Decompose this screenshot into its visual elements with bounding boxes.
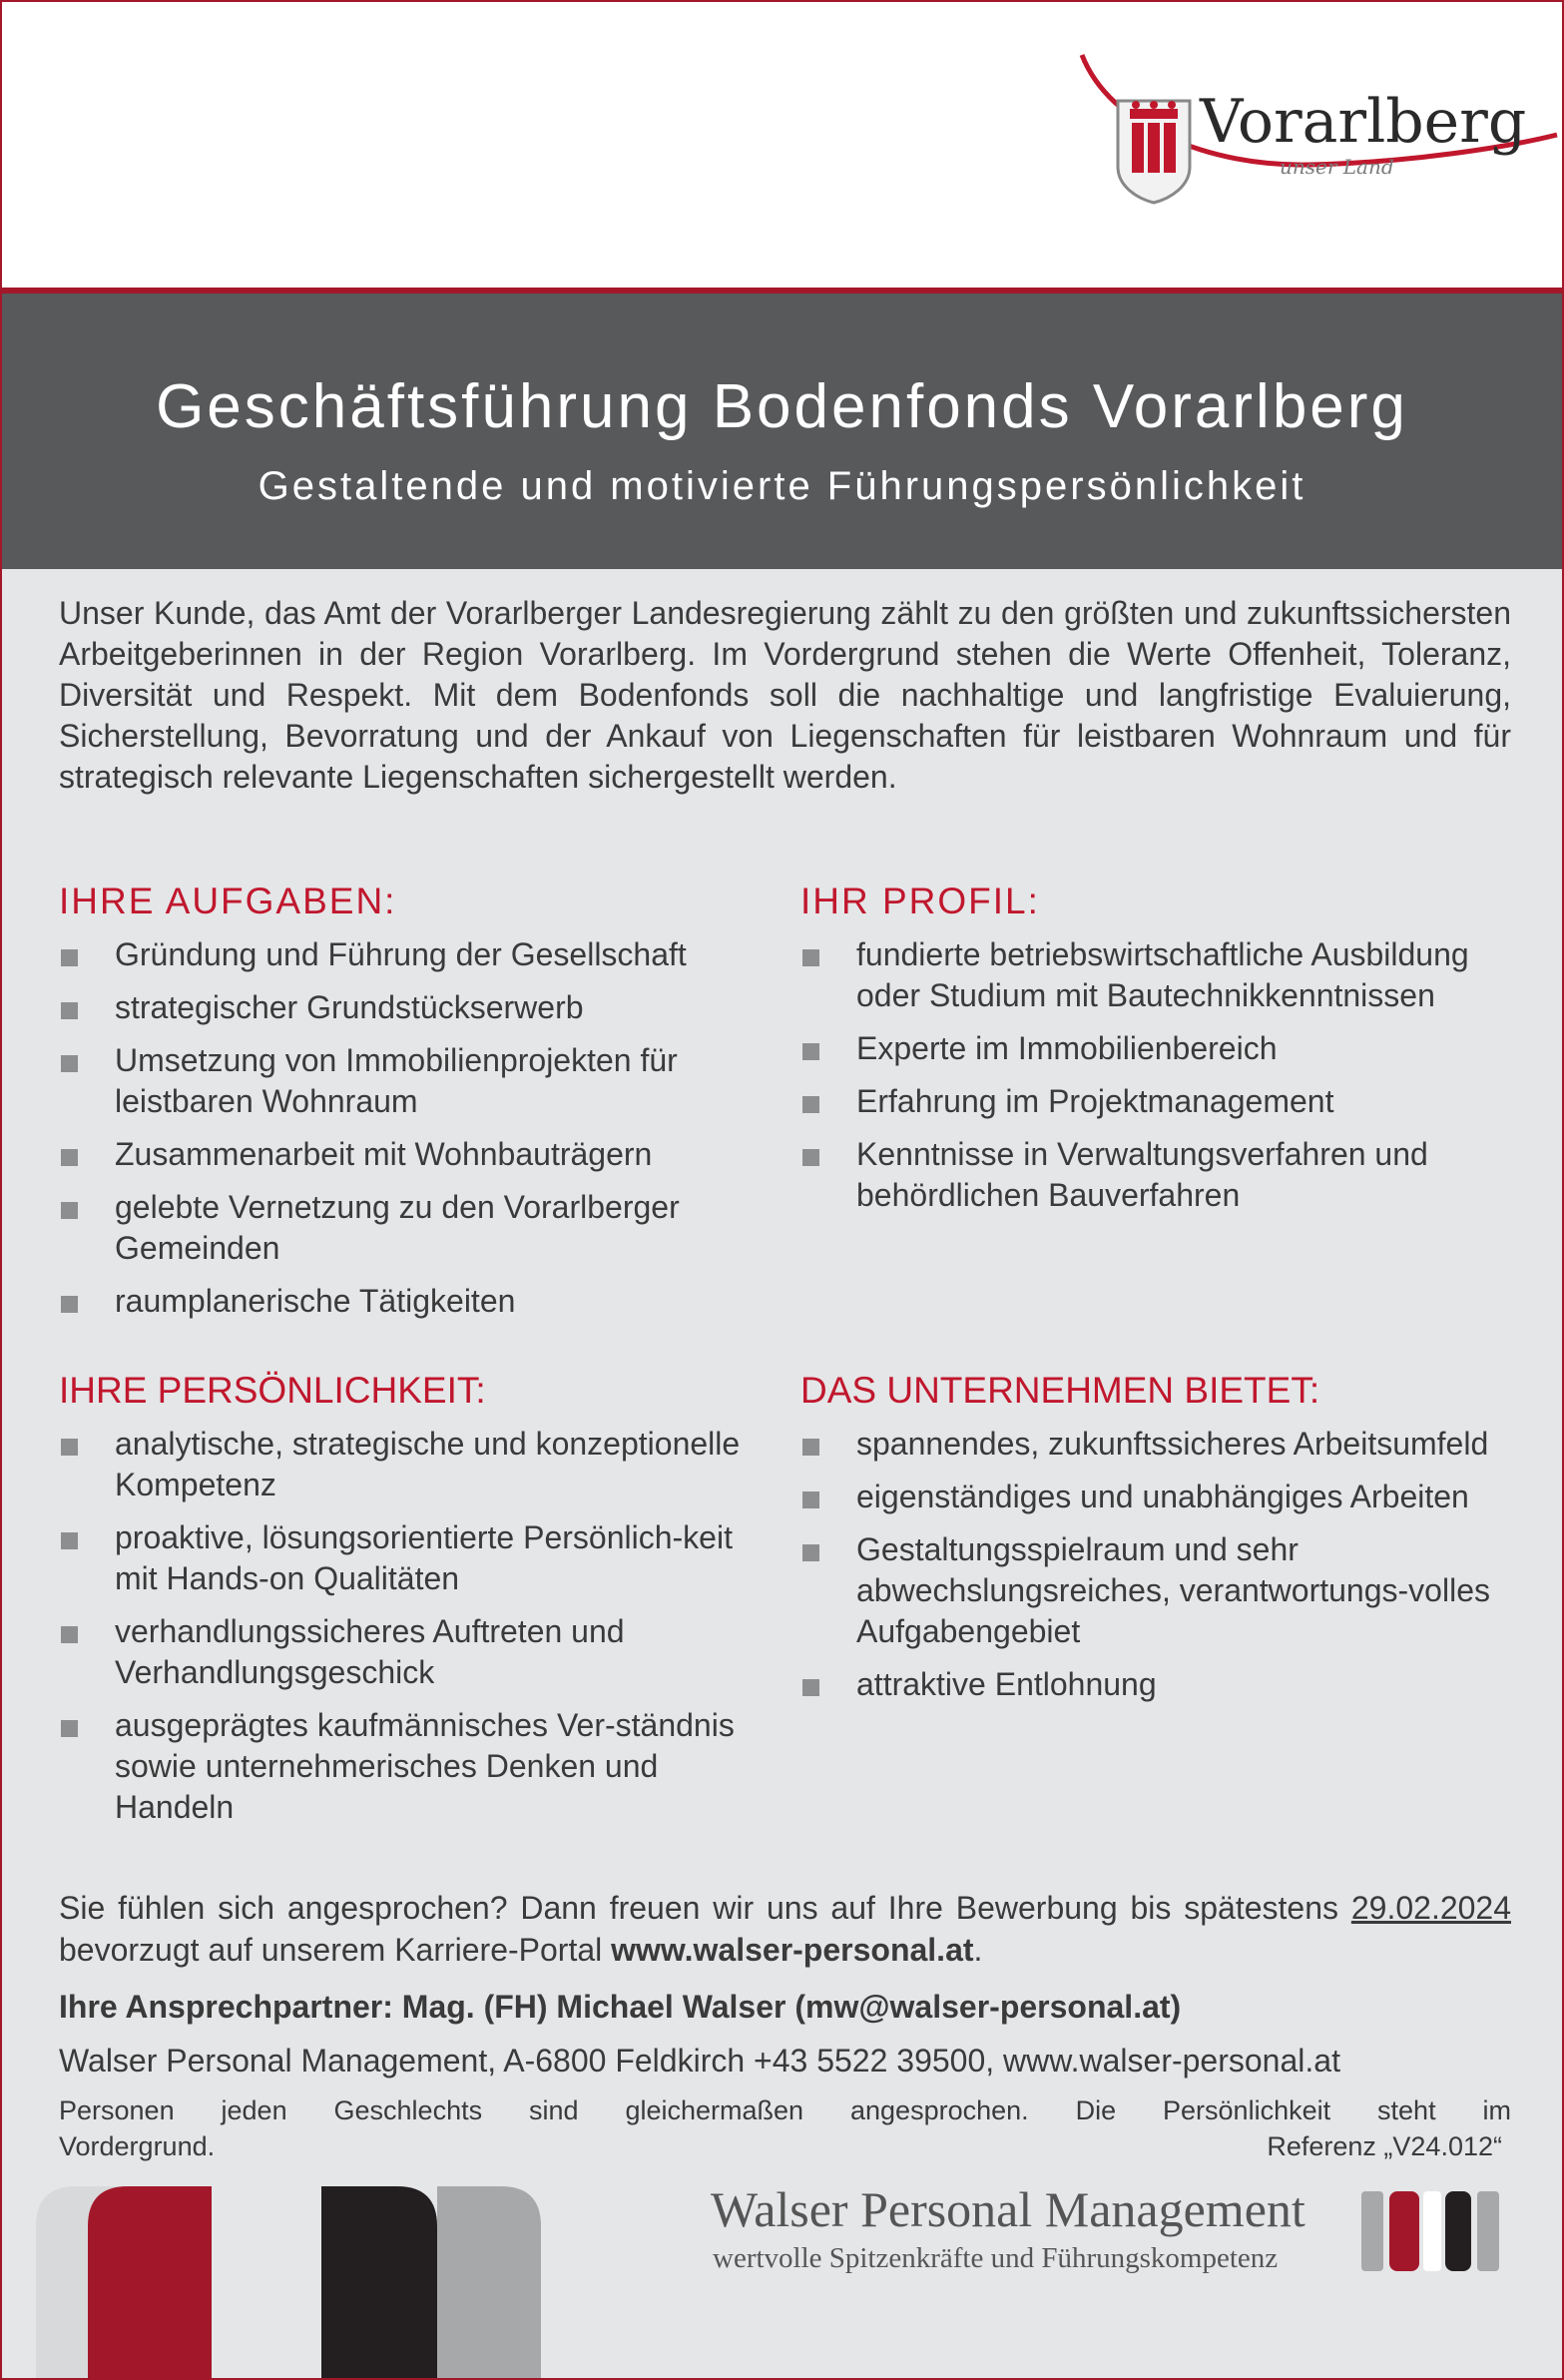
company-address: Walser Personal Management, A-6800 Feldkirch +43 5522 39500, www.walser-personal.at: [59, 2043, 1340, 2079]
bullet-square-icon: [61, 1202, 78, 1219]
bullet-square-icon: [61, 1439, 78, 1456]
bullet-square-icon: [61, 1626, 78, 1643]
bullet-square-icon: [802, 1096, 819, 1113]
application-call: [59, 1887, 1511, 1971]
bietet-list: [800, 1424, 1499, 1705]
logo-tagline: unser Land: [1280, 155, 1394, 179]
list-item: eigenständiges und unabhängiges Arbeiten: [800, 1477, 1499, 1517]
walser-logo-icon: [1361, 2186, 1501, 2276]
vorarlberg-logo: [1070, 47, 1559, 217]
equality-note: Personen jeden Geschlechts sind gleichermaßen angesprochen. Die Persönlichkeit steht im: [59, 2095, 1511, 2125]
cta-text: Sie fühlen sich angesprochen? Dann freuen wir uns auf Ihre Bewerbung bis spätestens: [59, 1890, 1338, 1926]
bullet-square-icon: [61, 1149, 78, 1166]
section-persoenlichkeit: [59, 1370, 758, 1840]
list-item: attraktive Entlohnung: [800, 1664, 1499, 1705]
contact-person: Ihre Ansprechpartner: Mag. (FH) Michael Walser (mw@walser-personal.at): [59, 1989, 1182, 2025]
list-item: Erfahrung im Projektmanagement: [800, 1081, 1499, 1122]
bullet-square-icon: [802, 1149, 819, 1166]
page-subtitle: Gestaltende und motivierte Führungspersönlichkeit: [258, 464, 1306, 508]
bullet-square-icon: [802, 1043, 819, 1060]
list-item: raumplanerische Tätigkeiten: [59, 1281, 758, 1322]
list-item: Kenntnisse in Verwaltungsverfahren und behördlichen Bauverfahren: [800, 1134, 1499, 1216]
section-aufgaben: [59, 881, 758, 1334]
bullet-square-icon: [61, 1296, 78, 1313]
list-item: ausgeprägtes kaufmännisches Ver-ständnis sowie unternehmerisches Denken und Handeln: [59, 1705, 758, 1828]
list-item: Umsetzung von Immobilienprojekten für leistbaren Wohnraum: [59, 1040, 758, 1122]
section-title-persoenlichkeit: IHRE PERSÖNLICHKEIT:: [59, 1370, 486, 1411]
list-item: fundierte betriebswirtschaftliche Ausbildung oder Studium mit Bautechnikkenntnissen: [800, 934, 1499, 1016]
equality-note-end: Vordergrund.: [59, 2131, 216, 2161]
section-bietet: [800, 1370, 1499, 1717]
logo-wordmark: Vorarlberg: [1200, 87, 1527, 157]
list-item: Experte im Immobilienbereich: [800, 1028, 1499, 1069]
list-item: Gründung und Führung der Gesellschaft: [59, 934, 758, 975]
list-item: verhandlungssicheres Auftreten und Verhandlungsgeschick: [59, 1611, 758, 1693]
list-item: proaktive, lösungsorientierte Persönlich-keit mit Hands-on Qualitäten: [59, 1517, 758, 1599]
bullet-square-icon: [802, 1491, 819, 1508]
bullet-square-icon: [61, 1720, 78, 1737]
portal-link[interactable]: www.walser-personal.at: [611, 1932, 974, 1968]
title-banner: [2, 294, 1562, 569]
reference-number: Referenz „V24.012“: [1267, 2131, 1502, 2161]
aufgaben-list: [59, 934, 758, 1322]
cta-end: .: [973, 1932, 983, 1968]
page-title: Geschäftsführung Bodenfonds Vorarlberg: [156, 372, 1408, 441]
list-item: strategischer Grundstückserwerb: [59, 987, 758, 1028]
list-item: spannendes, zukunftssicheres Arbeitsumfeld: [800, 1424, 1499, 1465]
cta-text-2: bevorzugt auf unserem Karriere-Portal: [59, 1932, 603, 1968]
bullet-square-icon: [802, 1544, 819, 1561]
bullet-square-icon: [802, 949, 819, 966]
list-item: Gestaltungsspielraum und sehr abwechslungsreiches, verantwortungs-volles Aufgabengebiet: [800, 1529, 1499, 1652]
brand-stripes-graphic: [2, 2186, 561, 2378]
bullet-square-icon: [61, 1055, 78, 1072]
intro-paragraph: Unser Kunde, das Amt der Vorarlberger Landesregierung zählt zu den größten und zukunftssichersten Arbeitgeberinnen in der Region Vorarlberg. Im Vordergrund stehen die Werte Offenheit, Toleranz, Diversität und Respekt. Mit dem Bodenfonds soll die nachhaltige und langfristige Evaluierung, Sicherstellung, Bevorratung und der Ankauf von Liegenschaften für leistbaren Wohnraum und für strategisch relevante Liegenschaften sichergestellt werden.: [59, 595, 1511, 795]
profil-list: [800, 934, 1499, 1216]
footer-brand-name: Walser Personal Management: [711, 2181, 1305, 2237]
bullet-square-icon: [61, 1002, 78, 1019]
list-item: analytische, strategische und konzeptionelle Kompetenz: [59, 1424, 758, 1505]
section-profil: [800, 881, 1499, 1228]
list-item: Zusammenarbeit mit Wohnbauträgern: [59, 1134, 758, 1175]
section-title-bietet: DAS UNTERNEHMEN BIETET:: [800, 1370, 1320, 1411]
section-title-aufgaben: IHRE AUFGABEN:: [59, 881, 397, 921]
header-white-area: [2, 2, 1562, 294]
deadline-date: 29.02.2024: [1350, 1890, 1512, 1926]
section-title-profil: IHR PROFIL:: [800, 881, 1040, 921]
footer-brand-tagline: wertvolle Spitzenkräfte und Führungskompetenz: [713, 2242, 1279, 2274]
bullet-square-icon: [61, 949, 78, 966]
list-item: gelebte Vernetzung zu den Vorarlberger Gemeinden: [59, 1187, 758, 1269]
bullet-square-icon: [802, 1439, 819, 1456]
bullet-square-icon: [61, 1532, 78, 1549]
bullet-square-icon: [802, 1679, 819, 1696]
persoenlichkeit-list: [59, 1424, 758, 1828]
